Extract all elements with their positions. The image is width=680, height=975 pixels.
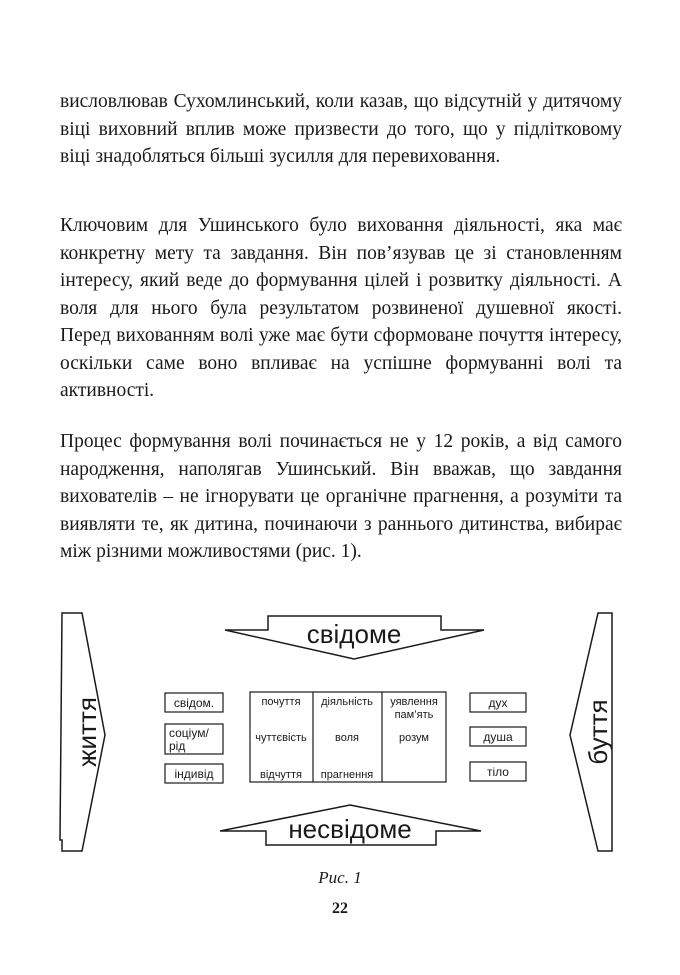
paragraph-3: Процес формування волі починається не у 12 років, а від самого народження, наполягав Ушинський. Він вважав, що завдання вихователів – не ігнорувати це органічне прагнення, а розуміти та виявляти те, як дитина, починаючи з раннього дитинства, вибирає між різними можливостями (рис. 1). <box>60 431 622 562</box>
figure-caption: Рис. 1 <box>318 868 362 887</box>
left-arrow-label: життя <box>72 697 102 767</box>
paragraph-1: висловлював Сухомлинський, коли казав, що відсутній у дитячому віці виховний вплив може призвести до того, що у підлітковому віці знадобляться більші зусилля для перевиховання. <box>60 91 622 167</box>
paragraph-2: Ключовим для Ушинського було виховання діяльності, яка має конкретну мету та завдання. Він пов’язував це зі становленням інтересу, який веде до формування цілей і розвитку діяльності. А воля для нього була результатом розвиненої душевної якості. Перед вихованням волі уже має бути сформоване почуття інтересу, оскільки саме воно впливає на успішне формуванні волі та активності. <box>60 215 622 401</box>
table-cell: пам’ять <box>394 709 434 721</box>
table-cell: відчуття <box>260 769 302 781</box>
table-cell: прагнення <box>320 769 374 781</box>
left-box-label: індивід <box>174 767 214 781</box>
table-cell: діяльність <box>321 696 373 708</box>
bottom-arrow-label: несвідоме <box>288 814 412 844</box>
figure-diagram <box>0 600 680 865</box>
page-number: 22 <box>332 900 348 917</box>
table-cell: розум <box>399 732 429 744</box>
table-cell: воля <box>335 732 359 744</box>
center-table <box>250 692 446 782</box>
top-arrow-label: свідоме <box>306 619 402 649</box>
right-box-group <box>470 693 526 781</box>
left-box-label: соціум/ <box>169 726 209 740</box>
right-box-label: душа <box>483 730 513 744</box>
table-cell: чуттєвість <box>255 732 307 744</box>
right-box-label: тіло <box>487 765 509 779</box>
right-arrow-label: буття <box>583 699 613 765</box>
left-box-group <box>165 693 223 783</box>
table-cell: уявлення <box>390 696 438 708</box>
left-box-label: рід <box>169 739 186 753</box>
left-box-label: свідом. <box>173 696 215 710</box>
table-cell: почуття <box>261 696 301 708</box>
right-box-label: дух <box>488 696 508 710</box>
